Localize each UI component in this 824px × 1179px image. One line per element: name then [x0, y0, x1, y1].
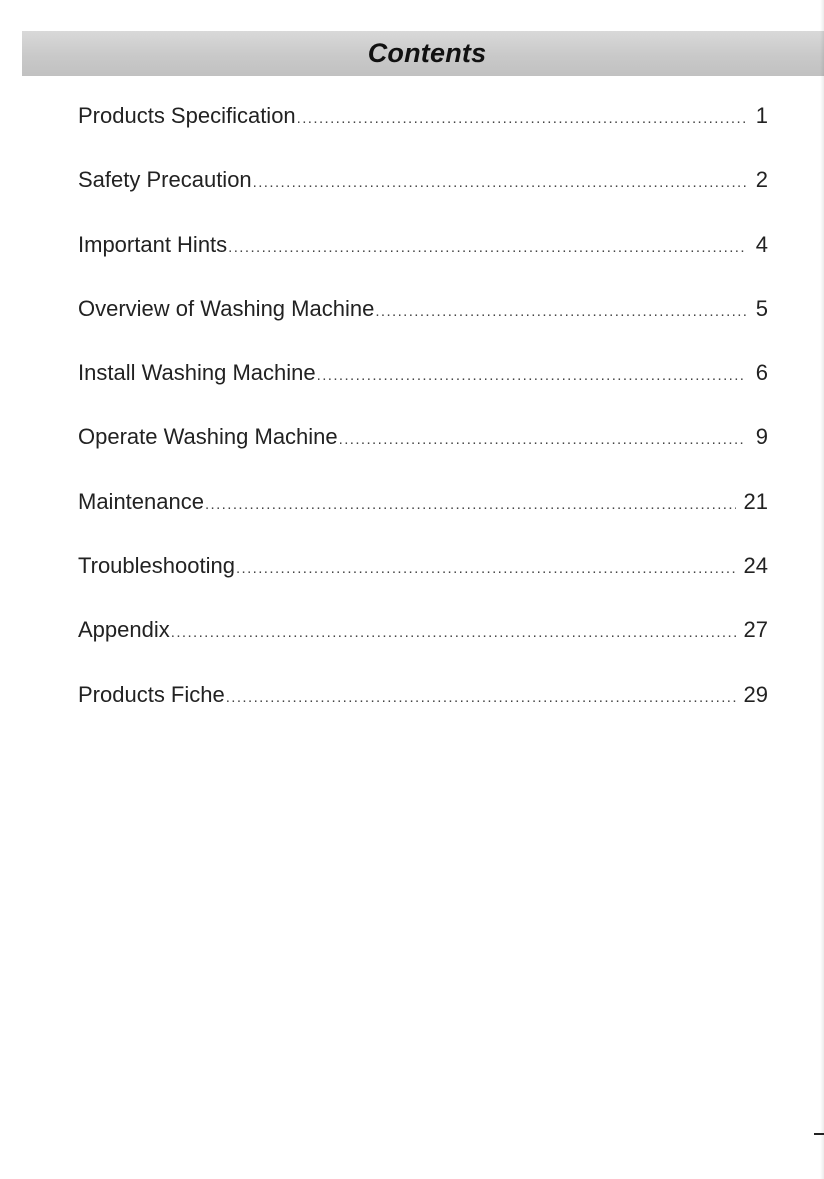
toc-item-appendix[interactable] — [78, 604, 768, 668]
toc-item-page-number: 1 — [755, 103, 768, 128]
toc-item-label: Maintenance — [78, 488, 204, 514]
toc-item-label: Safety Precaution — [78, 167, 252, 193]
toc-item-label: Operate Washing Machine — [78, 424, 338, 450]
toc-item-page-number: 9 — [755, 424, 768, 450]
page-title: Contents — [367, 38, 487, 68]
toc-item-label: Important Hints — [78, 231, 228, 257]
toc-item-page-number: 6 — [755, 360, 768, 386]
toc-leader-dots — [317, 350, 746, 402]
toc-item-label: Products Specification — [78, 103, 296, 128]
toc-item-label: Overview of Washing Machine — [78, 295, 375, 321]
toc-item-safety-precaution[interactable] — [78, 154, 768, 218]
toc-item-overview-of-washing-machine[interactable] — [78, 283, 768, 347]
contents-header-bar — [22, 31, 824, 76]
toc-item-important-hints[interactable] — [78, 219, 768, 283]
toc-leader-dots — [339, 414, 746, 466]
toc-leader-dots — [236, 543, 736, 595]
toc-item-page-number: 5 — [755, 295, 768, 321]
toc-item-label: Appendix — [78, 617, 170, 643]
toc-item-troubleshooting[interactable] — [78, 540, 768, 604]
toc-leader-dots — [171, 607, 736, 659]
toc-item-label: Install Washing Machine — [78, 360, 316, 386]
toc-item-page-number: 27 — [743, 617, 768, 643]
toc-leader-dots — [375, 286, 746, 338]
toc-item-page-number: 4 — [755, 231, 768, 257]
page-edge-shadow — [820, 0, 824, 1179]
toc-item-page-number: 29 — [743, 681, 768, 707]
toc-item-page-number: 24 — [743, 553, 768, 579]
toc-item-products-fiche[interactable] — [78, 669, 768, 733]
toc-leader-dots — [297, 93, 746, 145]
toc-item-install-washing-machine[interactable] — [78, 347, 768, 411]
toc-item-page-number: 2 — [755, 167, 768, 193]
toc-leader-dots — [228, 222, 746, 274]
toc-item-operate-washing-machine[interactable] — [78, 411, 768, 475]
toc-item-label: Troubleshooting — [78, 553, 235, 579]
toc-leader-dots — [226, 672, 736, 724]
table-of-contents — [78, 90, 768, 733]
toc-leader-dots — [205, 479, 736, 531]
toc-item-label: Products Fiche — [78, 681, 225, 707]
toc-item-page-number: 21 — [743, 488, 768, 514]
toc-item-maintenance[interactable] — [78, 476, 768, 540]
toc-leader-dots — [253, 157, 746, 209]
page-edge-mark — [814, 1133, 824, 1135]
toc-item-products-specification[interactable] — [78, 90, 768, 154]
